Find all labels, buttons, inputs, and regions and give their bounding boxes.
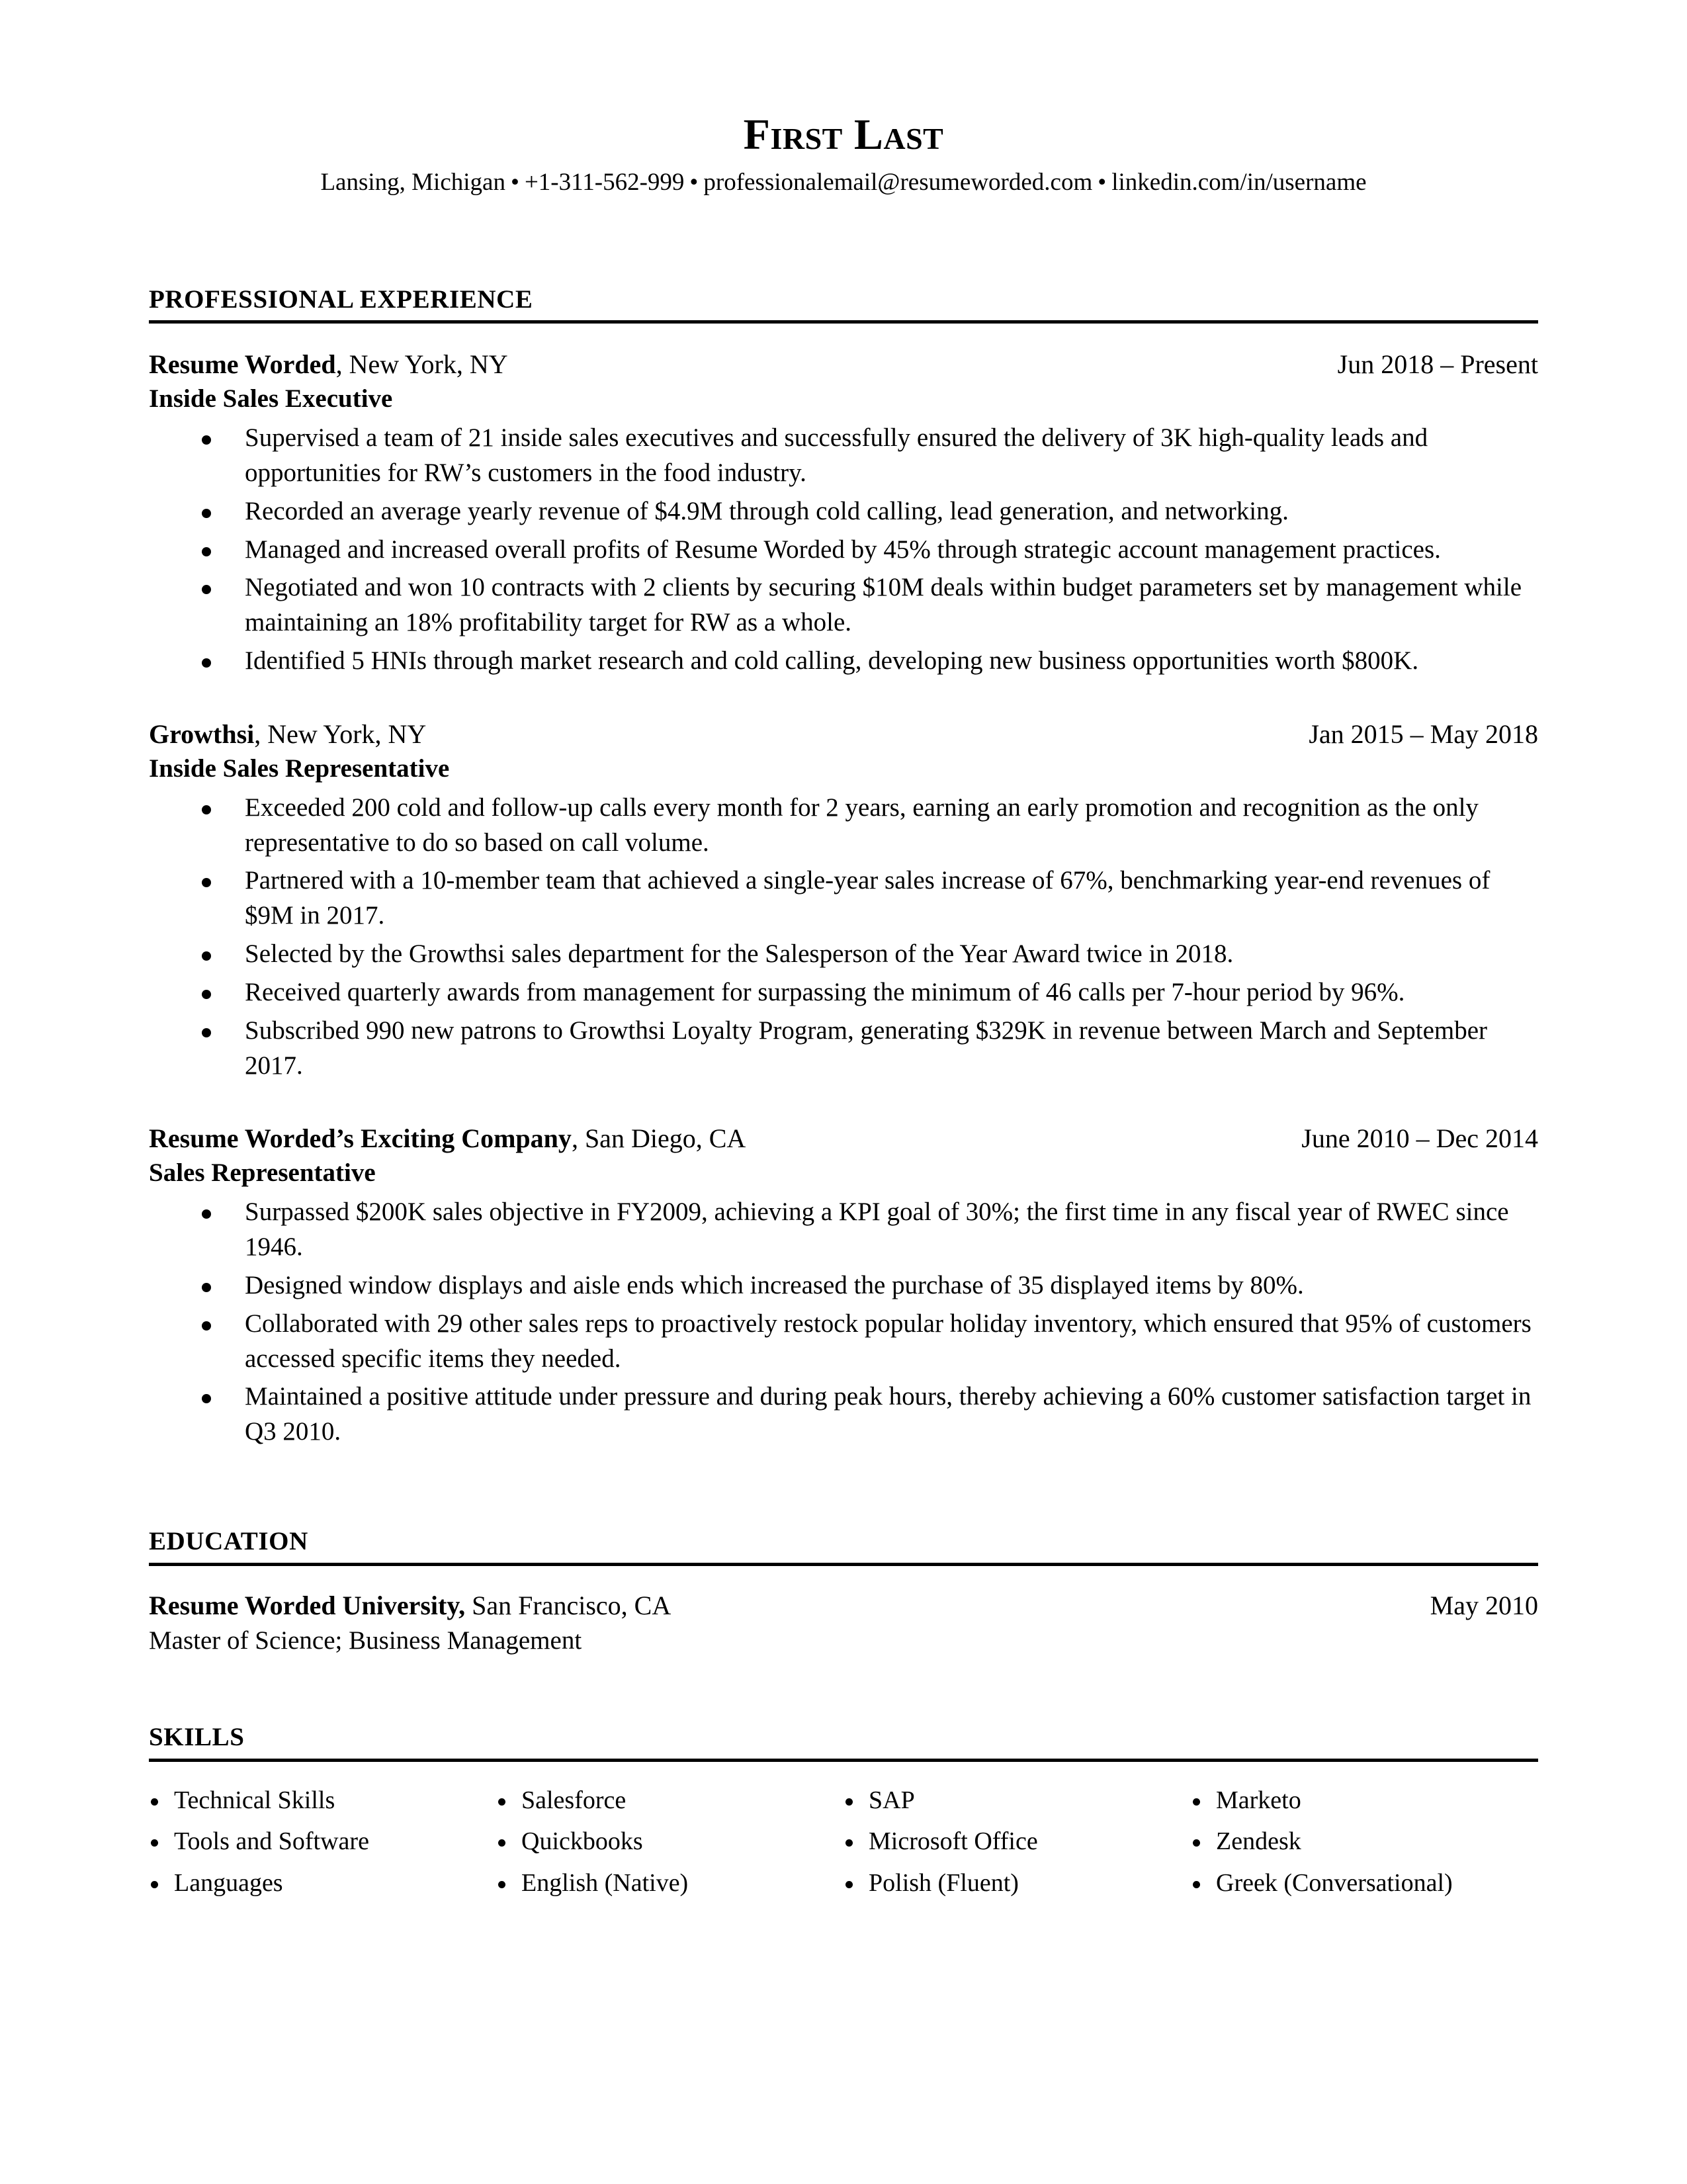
contact-line	[149, 158, 1538, 198]
experience-location: , San Diego, CA	[571, 1123, 746, 1154]
education-entry-header	[149, 1590, 1538, 1622]
section-divider-skills	[149, 1759, 1538, 1762]
experience-company: Resume Worded’s Exciting Company	[149, 1123, 572, 1154]
experience-entry	[149, 719, 1538, 1083]
experience-bullet-list	[149, 1195, 1538, 1450]
contact-separator-2: •	[689, 169, 699, 197]
resume-content	[149, 0, 1538, 1910]
section-title-skills: SKILLS	[149, 1722, 245, 1751]
experience-role: Sales Representative	[149, 1158, 376, 1188]
experience-company-location	[149, 1123, 746, 1155]
contact-separator-1: •	[510, 169, 519, 197]
experience-bullet: Selected by the Growthsi sales department for the Salesperson of the Year Award twice in 2018.	[149, 937, 1538, 972]
education-school: Resume Worded University,	[149, 1590, 466, 1620]
contact-location: Lansing, Michigan	[320, 169, 505, 197]
skill-item: Marketo	[1191, 1786, 1538, 1827]
experience-entry-header	[149, 1123, 1538, 1155]
experience-bullet: Negotiated and won 10 contracts with 2 clients by securing $10M deals within budget parameters set by management while maintaining an 18% profitability target for RW as a whole.	[149, 570, 1538, 640]
experience-role: Inside Sales Executive	[149, 384, 393, 414]
experience-dates: June 2010 – Dec 2014	[1301, 1123, 1538, 1154]
skill-item: Microsoft Office	[844, 1827, 1191, 1868]
experience-bullet: Supervised a team of 21 inside sales executives and successfully ensured the delivery of 3K high-quality leads and opportunities for RW’s customers in the food industry.	[149, 421, 1538, 491]
experience-bullet: Identified 5 HNIs through market research and cold calling, developing new business opportunities worth $800K.	[149, 644, 1538, 679]
education-date: May 2010	[1430, 1590, 1538, 1620]
skill-item: Salesforce	[496, 1786, 844, 1827]
experience-bullet: Partnered with a 10-member team that achieved a single-year sales increase of 67%, benchmarking year-end revenues of $9M in 2017.	[149, 863, 1538, 934]
experience-dates: Jun 2018 – Present	[1337, 349, 1538, 380]
experience-bullet: Surpassed $200K sales objective in FY2009, achieving a KPI goal of 30%; the first time in any fiscal year of RWEC since 1946.	[149, 1195, 1538, 1265]
experience-bullet: Designed window displays and aisle ends which increased the purchase of 35 displayed items by 80%.	[149, 1268, 1538, 1303]
education-location: San Francisco, CA	[465, 1590, 671, 1620]
experience-bullet: Recorded an average yearly revenue of $4.9M through cold calling, lead generation, and networking.	[149, 494, 1538, 529]
skill-item: SAP	[844, 1786, 1191, 1827]
experience-company: Growthsi	[149, 719, 255, 750]
skill-item: English (Native)	[496, 1868, 844, 1910]
section-title-education: EDUCATION	[149, 1527, 308, 1556]
experience-company-location	[149, 719, 426, 751]
experience-bullet: Managed and increased overall profits of Resume Worded by 45% through strategic account management practices.	[149, 533, 1538, 568]
contact-email[interactable]: professionalemail@resumeworded.com	[703, 169, 1093, 197]
contact-separator-3: •	[1098, 169, 1107, 197]
candidate-name: First Last	[743, 110, 944, 159]
skill-item: Technical Skills	[149, 1786, 496, 1827]
resume-header	[149, 0, 1538, 198]
section-professional-experience	[149, 286, 1538, 1450]
skill-item: Quickbooks	[496, 1827, 844, 1868]
skill-item: Polish (Fluent)	[844, 1868, 1191, 1910]
experience-location: , New York, NY	[254, 719, 427, 750]
education-degree: Master of Science; Business Management	[149, 1626, 582, 1655]
section-divider-experience	[149, 320, 1538, 324]
experience-bullet-list	[149, 791, 1538, 1084]
experience-company: Resume Worded	[149, 349, 336, 380]
experience-role: Inside Sales Representative	[149, 754, 450, 783]
experience-location: , New York, NY	[335, 349, 508, 380]
skills-grid	[149, 1786, 1538, 1910]
experience-company-location	[149, 349, 508, 381]
contact-linkedin[interactable]: linkedin.com/in/username	[1111, 169, 1367, 197]
experience-dates: Jan 2015 – May 2018	[1309, 719, 1538, 750]
skill-item: Greek (Conversational)	[1191, 1868, 1538, 1910]
skill-item: Tools and Software	[149, 1827, 496, 1868]
section-skills	[149, 1724, 1538, 1910]
experience-bullet-list	[149, 421, 1538, 679]
section-divider-education	[149, 1563, 1538, 1566]
experience-bullet: Subscribed 990 new patrons to Growthsi Loyalty Program, generating $329K in revenue between March and September 2017.	[149, 1014, 1538, 1084]
experience-bullet: Maintained a positive attitude under pressure and during peak hours, thereby achieving a 60% customer satisfaction target in Q3 2010.	[149, 1379, 1538, 1450]
section-title-experience: PROFESSIONAL EXPERIENCE	[149, 284, 533, 314]
experience-entry-header	[149, 719, 1538, 751]
experience-bullet: Received quarterly awards from management for surpassing the minimum of 46 calls per 7-hour period by 96%.	[149, 975, 1538, 1010]
skill-item: Languages	[149, 1868, 496, 1910]
experience-entry	[149, 1123, 1538, 1450]
experience-bullet: Exceeded 200 cold and follow-up calls every month for 2 years, earning an early promotion and recognition as the only representative to do so based on call volume.	[149, 791, 1538, 861]
section-education	[149, 1528, 1538, 1657]
contact-phone: +1-311-562-999	[524, 169, 685, 197]
experience-bullet: Collaborated with 29 other sales reps to proactively restock popular holiday inventory, which ensured that 95% of customers accessed specific items they needed.	[149, 1307, 1538, 1377]
experience-entry	[149, 349, 1538, 679]
education-school-location	[149, 1590, 671, 1622]
experience-entry-header	[149, 349, 1538, 381]
skill-item: Zendesk	[1191, 1827, 1538, 1868]
education-entry	[149, 1590, 1538, 1657]
